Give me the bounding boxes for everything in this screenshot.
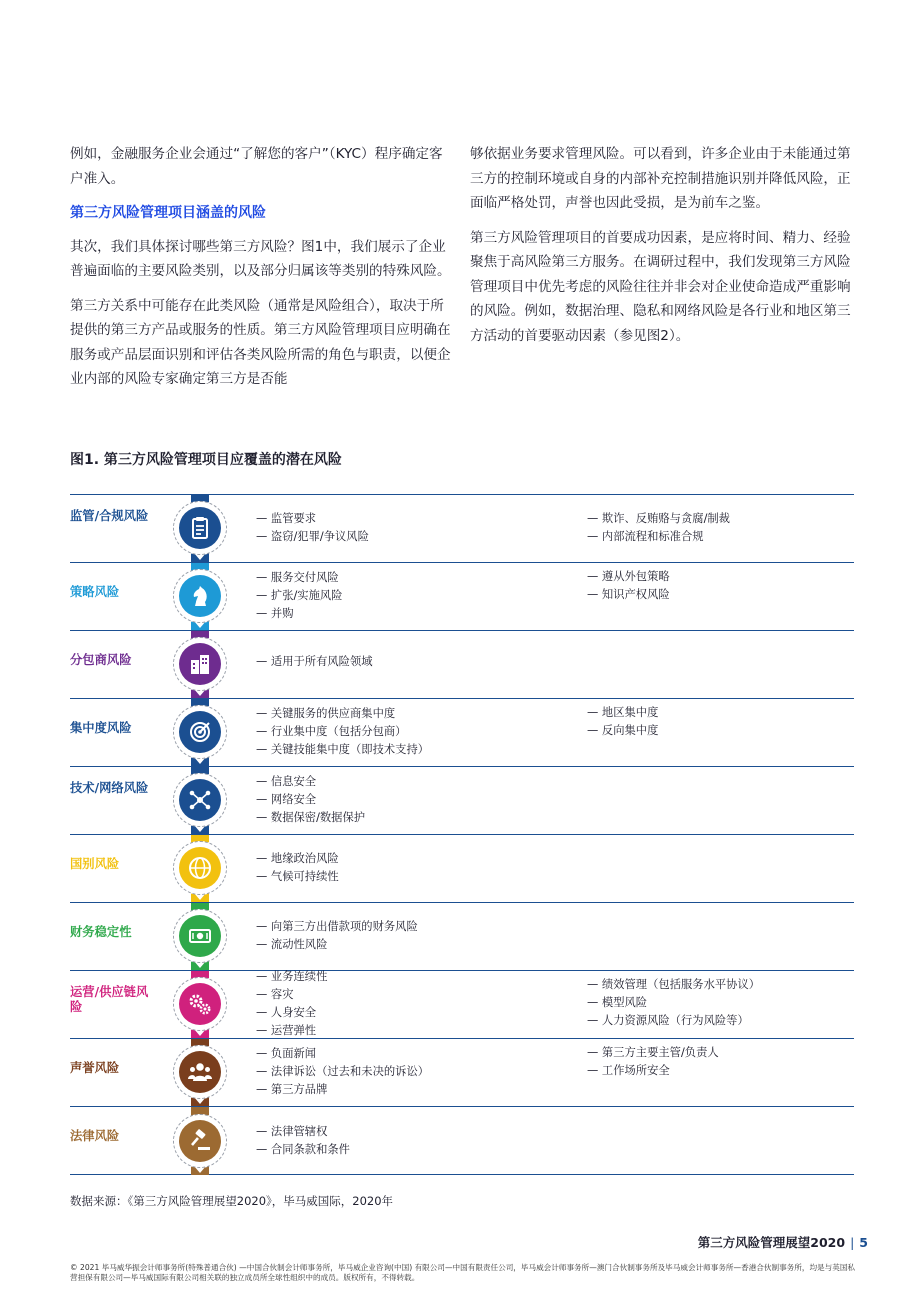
paragraph: 第三方关系中可能存在此类风险（通常是风险组合），取决于所提供的第三方产品或服务的性质。第三方风险管理项目应明确在服务或产品层面识别和评估各类风险所需的角色与职责，以便企业内部的风险专家确定第三方是否能: [70, 297, 451, 387]
globe-icon: [179, 847, 221, 889]
category-label: 集中度风险: [70, 720, 132, 735]
risk-item: — 法律诉讼（过去和未决的诉讼）: [256, 1063, 429, 1081]
category-icon-badge: [173, 977, 227, 1031]
right-column: [470, 142, 854, 358]
risk-item: — 工作场所安全: [587, 1062, 719, 1080]
risk-item: — 流动性风险: [256, 936, 418, 954]
category-icon-badge: [173, 637, 227, 691]
category-icon-badge: [173, 909, 227, 963]
risk-item: — 内部流程和标准合规: [587, 528, 730, 546]
risk-item: — 合同条款和条件: [256, 1141, 350, 1159]
risk-item-list: [256, 850, 339, 886]
risk-figure: [70, 494, 854, 1175]
risk-item: — 气候可持续性: [256, 868, 339, 886]
risk-item-list: [587, 568, 670, 604]
category-label: 财务稳定性: [70, 924, 132, 939]
risk-item-list: [256, 569, 342, 623]
footer-title: 第三方风险管理展望2020: [697, 1235, 846, 1250]
category-icon-badge: [173, 1114, 227, 1168]
risk-item: — 并购: [256, 605, 342, 623]
risk-item: — 向第三方出借款项的财务风险: [256, 918, 418, 936]
risk-item-list: [256, 918, 418, 954]
risk-item: — 第三方品牌: [256, 1081, 429, 1099]
category-label: 监管/合规风险: [70, 509, 149, 523]
page-number: 5: [859, 1235, 868, 1250]
target-icon: [179, 711, 221, 753]
money-icon: [179, 915, 221, 957]
risk-item-list: [256, 1045, 429, 1099]
risk-item: — 适用于所有风险领域: [256, 653, 373, 671]
risk-item: — 盗窃/犯罪/争议风险: [256, 528, 369, 546]
network-icon: [179, 779, 221, 821]
risk-item-list: [587, 510, 730, 546]
paragraph: 够依据业务要求管理风险。可以看到，许多企业由于未能通过第三方的控制环境或自身的内部补充控制措施识别并降低风险，正面临严格处罚，声誉也因此受损，是为前车之鉴。: [470, 146, 851, 211]
risk-item: — 人身安全: [256, 1004, 327, 1022]
paragraph: 其次，我们具体探讨哪些第三方风险？图1中，我们展示了企业普遍面临的主要风险类别，以及部分归属该等类别的特殊风险。: [70, 238, 451, 279]
risk-item-list: [256, 968, 327, 1040]
risk-item-list: [587, 1044, 719, 1080]
risk-item-list: [587, 976, 760, 1030]
risk-item: — 欺诈、反贿赂与贪腐/制裁: [587, 510, 730, 528]
page-footer: [698, 1233, 868, 1251]
section-heading: 第三方风险管理项目涵盖的风险: [70, 205, 266, 221]
risk-item: — 地区集中度: [587, 704, 658, 722]
risk-item-list: [256, 510, 369, 546]
risk-item: — 反向集中度: [587, 722, 658, 740]
risk-item: — 服务交付风险: [256, 569, 342, 587]
category-icon-badge: [173, 1045, 227, 1099]
risk-item: — 扩张/实施风险: [256, 587, 342, 605]
risk-item-list: [256, 1123, 350, 1159]
left-column: [70, 142, 452, 402]
risk-item-list: [256, 773, 365, 827]
risk-item: — 监管要求: [256, 510, 369, 528]
paragraph: 第三方风险管理项目的首要成功因素，是应将时间、精力、经验聚焦于高风险第三方服务。在调研过程中，我们发现第三方风险管理项目中优先考虑的风险往往并非会对企业使命造成严重影响的风险。例如，数据治理、隐私和网络风险是各行业和地区第三方活动的首要驱动因素（参见图2）。: [470, 229, 851, 344]
category-label: 技术/网络风险: [70, 781, 149, 795]
risk-item: — 信息安全: [256, 773, 365, 791]
risk-item: — 运营弹性: [256, 1022, 327, 1040]
risk-item: — 网络安全: [256, 791, 365, 809]
risk-item: — 行业集中度（包括分包商）: [256, 723, 429, 741]
risk-item: — 遵从外包策略: [587, 568, 670, 586]
risk-item: — 业务连续性: [256, 968, 327, 986]
risk-item: — 负面新闻: [256, 1045, 429, 1063]
figure-title: 图1. 第三方风险管理项目应覆盖的潜在风险: [70, 452, 342, 468]
category-label: 策略风险: [70, 584, 120, 599]
clipboard-icon: [179, 507, 221, 549]
source-note: 数据来源：《第三方风险管理展望2020》，毕马威国际，2020年: [70, 1194, 394, 1208]
risk-item: — 绩效管理（包括服务水平协议）: [587, 976, 760, 994]
paragraph: 例如，金融服务企业会通过“了解您的客户”（KYC）程序确定客户准入。: [70, 146, 443, 187]
risk-item-list: [256, 653, 373, 671]
risk-item: — 关键技能集中度（即技术支持）: [256, 741, 429, 759]
category-icon-badge: [173, 773, 227, 827]
risk-item: — 模型风险: [587, 994, 760, 1012]
risk-item: — 知识产权风险: [587, 586, 670, 604]
category-label: 国别风险: [70, 856, 120, 871]
category-icon-badge: [173, 705, 227, 759]
category-label: 法律风险: [70, 1129, 120, 1143]
risk-item: — 法律管辖权: [256, 1123, 350, 1141]
people-icon: [179, 1051, 221, 1093]
chess-knight-icon: [179, 575, 221, 617]
category-icon-badge: [173, 841, 227, 895]
category-icon-badge: [173, 569, 227, 623]
risk-item-list: [587, 704, 658, 740]
buildings-icon: [179, 643, 221, 685]
category-label: 声誉风险: [70, 1060, 120, 1075]
risk-item: — 容灾: [256, 986, 327, 1004]
legal-notice: © 2021 毕马威华振会计师事务所(特殊普通合伙) —中国合伙制会计师事务所，毕马威企业咨询(中国) 有限公司—中国有限责任公司，毕马威会计师事务所—澳门合伙制事务所及毕马威会计师事务所—香港合伙制事务所，均是与英国私营担保有限公司—毕马威国际有限公司相关联的独立成员所全球性组织中的成员。版权所有，不得转载。: [70, 1263, 856, 1282]
risk-item: — 第三方主要主管/负责人: [587, 1044, 719, 1062]
category-icon-badge: [173, 501, 227, 555]
category-label: 分包商风险: [70, 652, 132, 667]
gears-icon: [179, 983, 221, 1025]
footer-divider: |: [850, 1235, 855, 1250]
gavel-icon: [179, 1120, 221, 1162]
risk-item: — 地缘政治风险: [256, 850, 339, 868]
risk-item-list: [256, 705, 429, 759]
risk-item: — 关键服务的供应商集中度: [256, 705, 429, 723]
category-label: 运营/供应链风险: [70, 985, 149, 1014]
risk-item: — 数据保密/数据保护: [256, 809, 365, 827]
risk-item: — 人力资源风险（行为风险等）: [587, 1012, 760, 1030]
